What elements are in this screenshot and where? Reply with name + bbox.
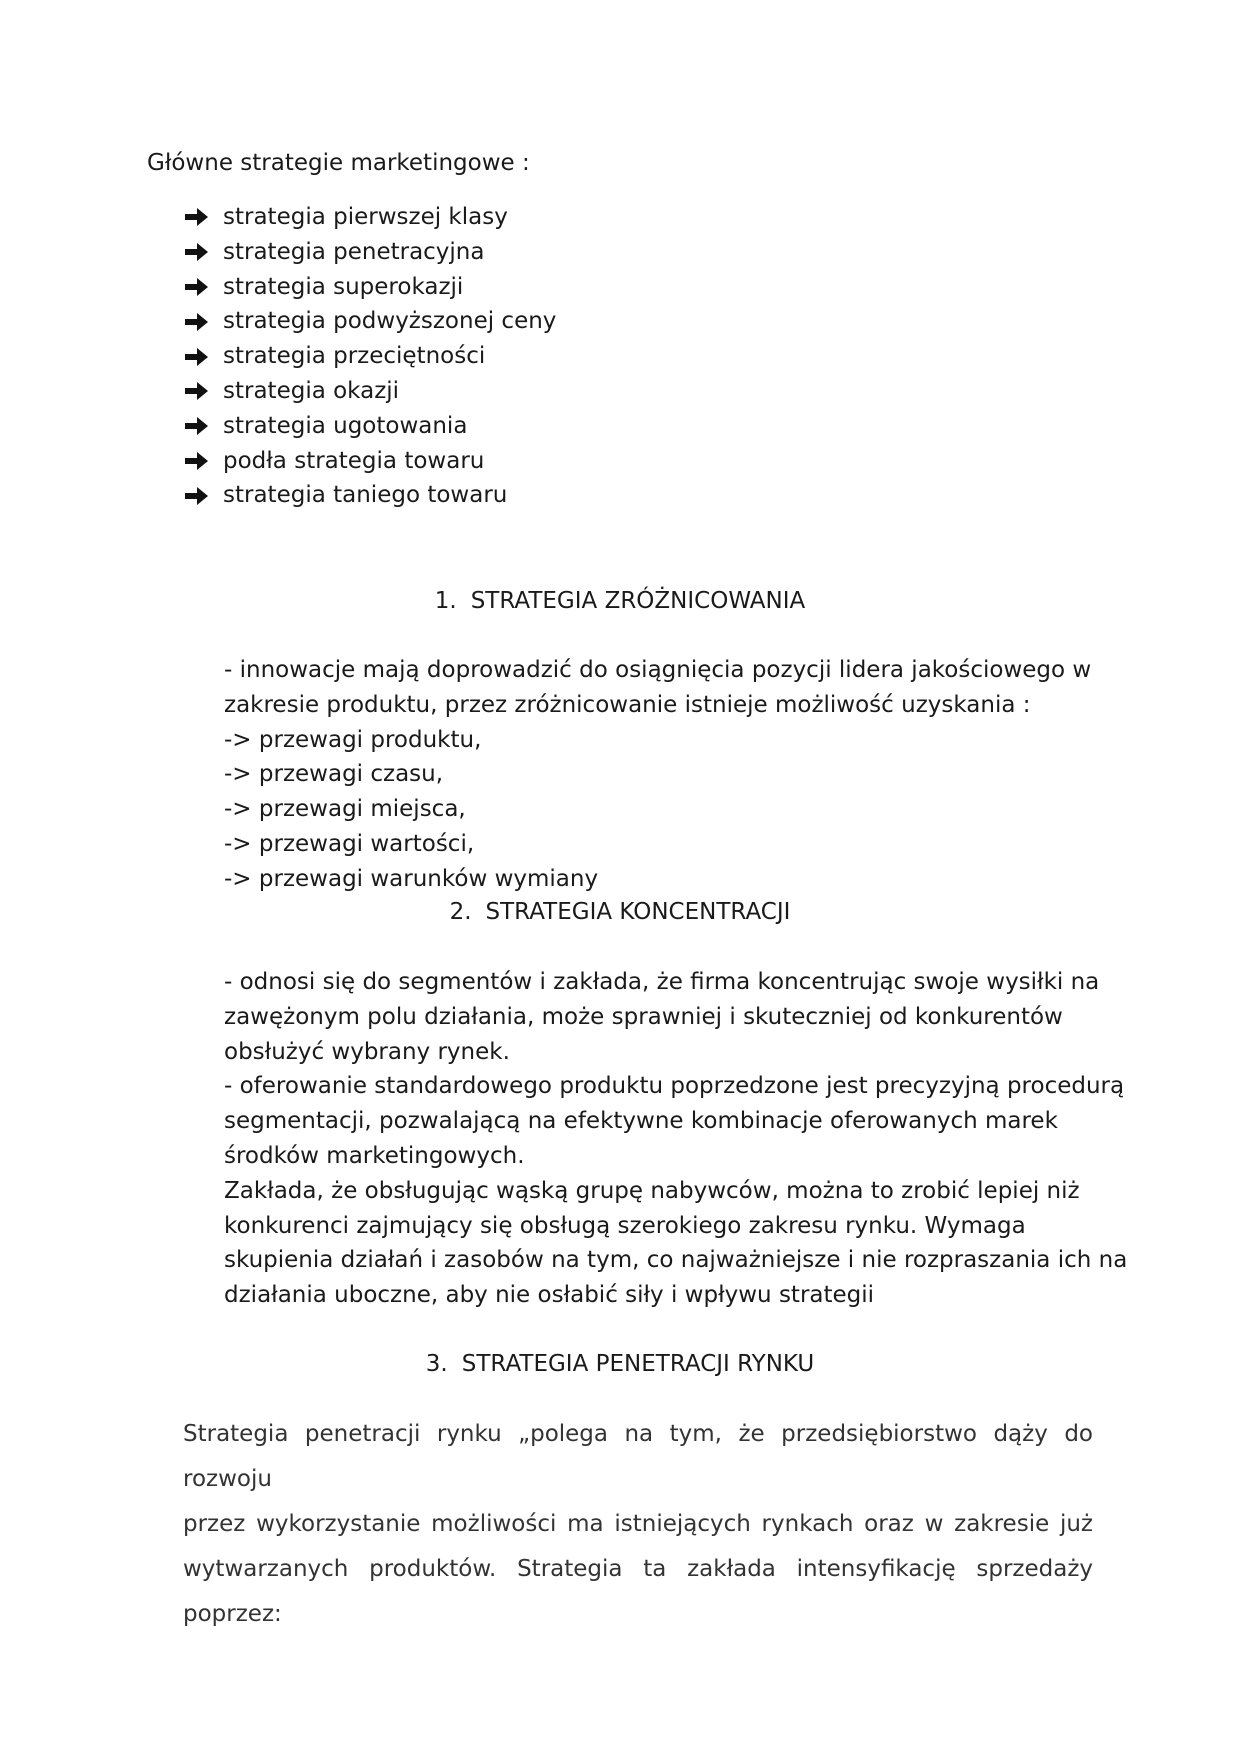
strategy-list [185,200,556,513]
body-line: - innowacje mają doprowadzić do osiągnięcia pozycji lidera jakościowego w [224,657,1092,683]
list-item-label: strategia superokazji [223,273,464,300]
section-1-title: STRATEGIA ZRÓŻNICOWANIA [470,588,806,614]
body-line: -> przewagi miejsca, [224,796,466,823]
section-2-number: 2. [449,899,472,925]
list-item [185,478,556,513]
body-line: -> przewagi warunków wymiany [224,865,599,892]
right-arrow-icon [185,347,223,367]
body-line: Strategia penetracji rynku „polega na tym, że przedsiębiorstwo dąży do rozwoju [183,1421,1093,1492]
section-1-body [224,653,1104,897]
section-1-heading [0,584,1240,618]
section-2-body [224,965,1128,1313]
list-item [185,374,556,409]
body-line: - odnosi się do segmentów i zakłada, że firma koncentrując swoje wysiłki na [224,969,1100,995]
list-item-label: strategia taniego towaru [223,482,508,509]
list-item-label: strategia okazji [223,377,400,404]
right-arrow-icon [185,312,223,332]
list-item [185,339,556,374]
list-item [185,200,556,235]
body-line: zakresie produktu, przez zróżnicowanie istnieje możliwość uzyskania : [224,691,1031,718]
body-line: Zakłada, że obsługując wąską grupę nabywców, można to zrobić lepiej niż [224,1177,1080,1204]
right-arrow-icon [185,207,223,227]
body-line: - oferowanie standardowego produktu poprzedzone jest precyzyjną procedurą [224,1073,1125,1100]
list-item [185,409,556,444]
list-item [185,304,556,339]
body-line: przez wykorzystanie możliwości ma istniejących rynkach oraz w zakresie już [183,1511,1093,1537]
section-3-body [183,1412,1093,1637]
section-2-title: STRATEGIA KONCENTRACJI [485,899,791,925]
body-line: zawężonym polu działania, może sprawniej i skuteczniej od konkurentów [224,1003,1063,1030]
body-line: obsłużyć wybrany rynek. [224,1038,510,1065]
list-item [185,235,556,270]
list-item-label: strategia pierwszej klasy [223,204,508,230]
section-3-title: STRATEGIA PENETRACJI RYNKU [461,1351,815,1377]
section-3-number: 3. [425,1351,448,1377]
section-2-heading [0,895,1240,929]
right-arrow-icon [185,451,223,471]
right-arrow-icon [185,486,223,506]
list-item-label: podła strategia towaru [223,447,485,474]
body-line: skupienia działań i zasobów na tym, co najważniejsze i nie rozpraszania ich na [224,1247,1128,1274]
body-line: -> przewagi wartości, [224,830,475,857]
right-arrow-icon [185,242,223,262]
list-item [185,270,556,305]
body-line: wytwarzanych produktów. Strategia ta zakłada intensyfikację sprzedaży poprzez: [183,1556,1093,1627]
section-1-number: 1. [434,588,457,614]
body-line: działania uboczne, aby nie osłabić siły i wpływu strategii [224,1282,875,1309]
intro-text: Główne strategie marketingowe : [147,150,530,176]
list-item-label: strategia podwyższonej ceny [223,308,557,335]
list-item [185,444,556,479]
body-line: -> przewagi czasu, [224,761,444,788]
body-line: -> przewagi produktu, [224,726,482,753]
body-line: środków marketingowych. [224,1142,525,1169]
right-arrow-icon [185,381,223,401]
list-item-label: strategia penetracyjna [223,238,485,265]
body-line: konkurenci zajmujący się obsługą szerokiego zakresu rynku. Wymaga [224,1212,1026,1239]
list-item-label: strategia ugotowania [223,412,468,439]
section-3-heading [0,1347,1240,1381]
list-item-label: strategia przeciętności [223,343,486,370]
right-arrow-icon [185,416,223,436]
right-arrow-icon [185,277,223,297]
body-line: segmentacji, pozwalającą na efektywne kombinacje oferowanych marek [224,1108,1058,1135]
